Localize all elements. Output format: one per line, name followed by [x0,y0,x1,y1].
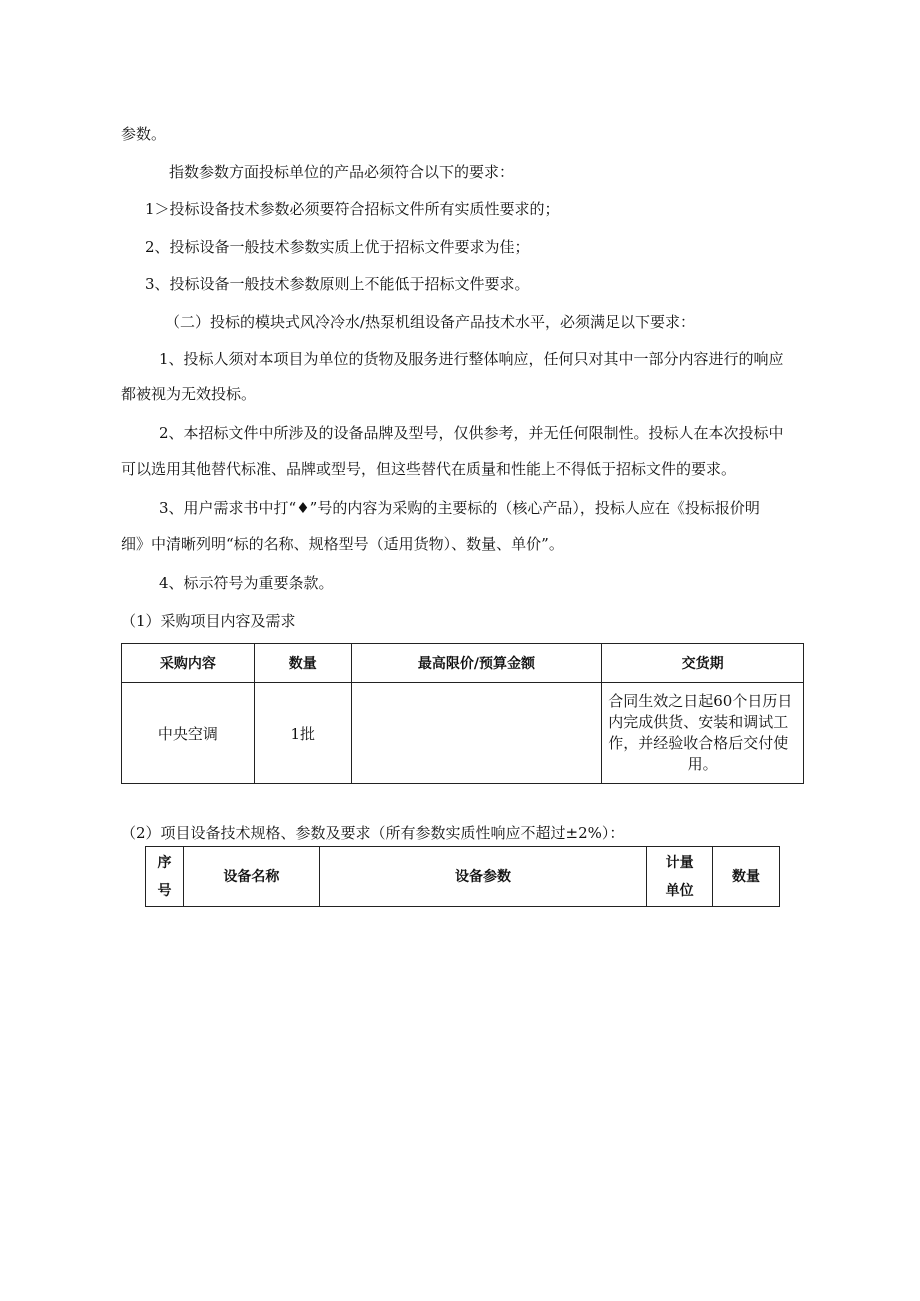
header-seq [146,847,184,907]
section-1-title: （1）采购项目内容及需求 [121,612,296,630]
clause-2-line-1: 2、本招标文件中所涉及的设备品牌及型号，仅供参考，并无任何限制性。投标人在本次投标中 [159,424,784,442]
clause-1-line-1: 1、投标人须对本项目为单位的货物及服务进行整体响应，任何只对其中一部分内容进行的响应 [159,350,784,368]
cell-budget [351,683,602,784]
header-seq-line: 序 [157,854,172,871]
header-unit [647,847,713,907]
header-quantity: 数量 [254,644,351,683]
table-row [122,683,804,784]
header-seq-line: 号 [157,882,172,899]
requirement-item-1: 1＞投标设备技术参数必须要符合招标文件所有实质性要求的； [145,200,560,218]
section-2-title: （2）项目设备技术规格、参数及要求（所有参数实质性响应不超过±2%）： [121,824,625,842]
clause-3-line-2: 细》中清晰列明“标的名称、规格型号（适用货物）、数量、单价”。 [121,535,564,553]
table-header-row [146,847,780,907]
header-unit-line: 单位 [665,882,694,899]
header-budget: 最高限价/预算金额 [351,644,602,683]
clause-4: 4、标示符号为重要条款。 [159,574,334,592]
specs-table [145,846,780,907]
delivery-line: 用。 [687,755,718,773]
header-unit-line: 计量 [665,854,694,871]
table-header-row [122,644,804,683]
cell-qty: 1批 [254,683,351,784]
clause-3-line-1: 3、用户需求书中打“♦”号的内容为采购的主要标的（核心产品），投标人应在《投标报价明 [159,499,760,517]
section-heading-2: （二）投标的模块式风冷冷水/热泵机组设备产品技术水平，必须满足以下要求： [165,313,696,331]
delivery-line: 内完成供货、安装和调试工 [608,713,789,731]
paragraph-continuation: 参数。 [121,125,167,143]
header-delivery: 交货期 [602,644,804,683]
clause-2-line-2: 可以选用其他替代标准、品牌或型号，但这些替代在质量和性能上不得低于招标文件的要求。 [121,460,737,478]
header-equipment-params: 设备参数 [319,847,646,907]
requirement-item-3: 3、投标设备一般技术参数原则上不能低于招标文件要求。 [145,275,530,293]
procurement-table [121,643,804,784]
header-procurement-content: 采购内容 [122,644,255,683]
cell-item: 中央空调 [122,683,255,784]
paragraph-requirements-intro: 指数参数方面投标单位的产品必须符合以下的要求： [169,163,515,181]
delivery-line: 合同生效之日起60个日历日 [608,692,793,710]
requirement-item-2: 2、投标设备一般技术参数实质上优于招标文件要求为佳； [145,238,530,256]
cell-delivery [602,683,804,784]
delivery-line: 作，并经验收合格后交付使 [608,734,789,752]
header-equipment-name: 设备名称 [183,847,319,907]
header-quantity: 数量 [713,847,780,907]
clause-1-line-2: 都被视为无效投标。 [121,385,257,403]
